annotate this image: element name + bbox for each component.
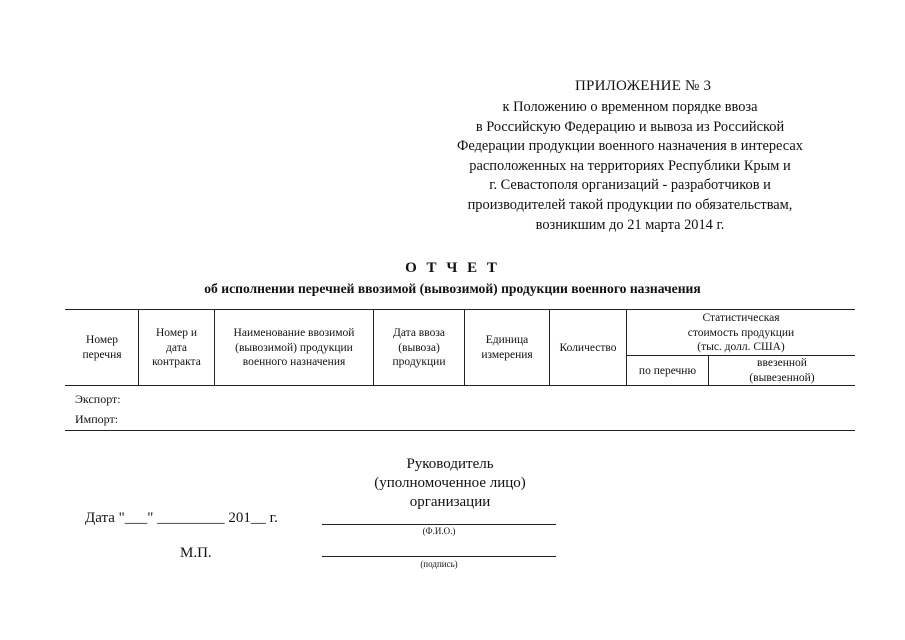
appendix-label: ПРИЛОЖЕНИЕ № 3 xyxy=(575,78,712,94)
header-product-name: Наименование ввозимой (вывозимой) продукции военного назначения xyxy=(233,327,355,368)
table-row-import: Импорт: xyxy=(75,412,119,426)
appendix-line: Федерации продукции военного назначения в интересах xyxy=(457,138,803,155)
report-title: О Т Ч Е Т xyxy=(405,260,500,276)
header-import-date: Дата ввоза (вывоза) продукции xyxy=(392,327,446,368)
header-by-list: по перечню xyxy=(638,365,697,377)
appendix-line: к Положению о временном порядке ввоза xyxy=(502,99,758,115)
signature-line xyxy=(322,556,556,557)
appendix-text xyxy=(430,98,830,235)
header-quantity: Количество xyxy=(559,342,617,354)
header-contract: Номер и дата контракта xyxy=(152,327,201,368)
header-imported: ввезенной (вывезенной) xyxy=(749,357,815,384)
header-unit: Единица измерения xyxy=(481,334,533,361)
table-bottom-border xyxy=(65,430,855,431)
table-header-bottom-border xyxy=(65,385,855,386)
appendix-line: в Российскую Федерацию и вывоза из Российской xyxy=(475,118,785,135)
stamp-label: М.П. xyxy=(180,545,212,561)
table-row-export: Экспорт: xyxy=(75,392,121,406)
signature-caption: (подпись) xyxy=(420,559,458,569)
appendix-line: расположенных на территориях Республики Крым и xyxy=(469,157,791,174)
header-list-number: Номер перечня xyxy=(82,334,122,361)
appendix-line: возникшим до 21 марта 2014 г. xyxy=(535,216,725,233)
header-stat-value: Статистическая стоимость продукции (тыс. долл. США) xyxy=(687,312,795,353)
table-top-border xyxy=(65,309,855,310)
fio-caption: (Ф.И.О.) xyxy=(422,526,456,536)
signature-head: Руководитель (уполномоченное лицо) организации xyxy=(374,456,526,510)
report-subtitle: об исполнении перечней ввозимой (вывозимой) продукции военного назначения xyxy=(204,281,701,296)
fio-line xyxy=(322,524,556,525)
appendix-line: г. Севастополя организаций - разработчиков и xyxy=(489,177,771,194)
date-line: Дата "___" _________ 201__ г. xyxy=(85,510,278,526)
appendix-line: производителей такой продукции по обязательствам, xyxy=(467,196,793,213)
